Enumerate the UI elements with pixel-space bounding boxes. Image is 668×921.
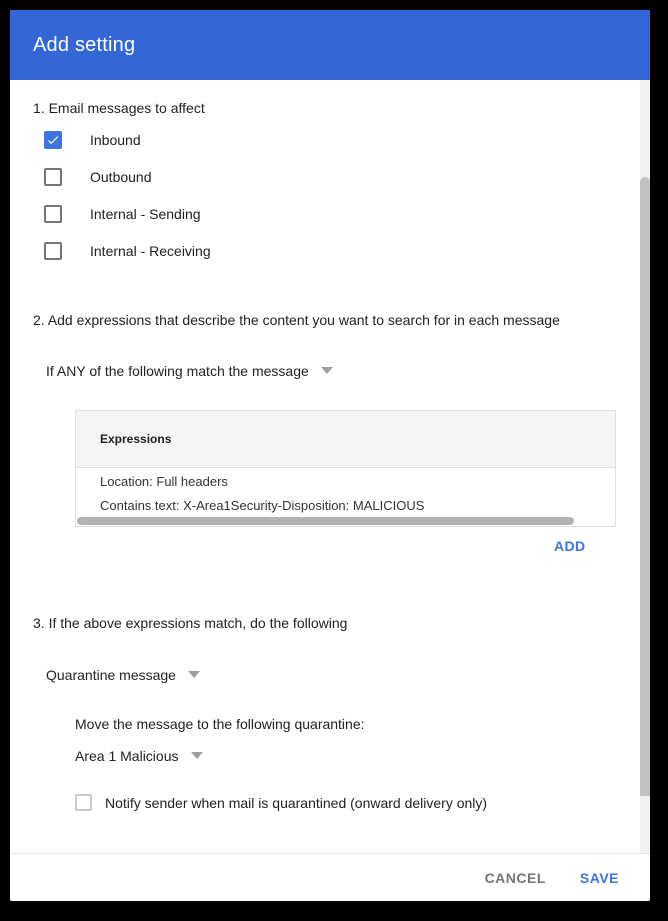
vertical-scrollbar-thumb[interactable] [640,177,650,796]
outbound-checkbox[interactable] [44,168,62,186]
dialog-footer [10,853,650,901]
add-setting-dialog [10,10,650,901]
action-dropdown[interactable] [46,667,200,683]
outbound-checkbox-label[interactable]: Outbound [90,169,152,185]
checkbox-row-notify-sender [75,794,487,811]
notify-sender-checkbox[interactable] [75,794,92,811]
expression-row[interactable]: Contains text: X-Area1Security-Disposition: MALICIOUS [100,498,425,513]
expressions-table-header [76,411,615,468]
dialog-header [10,10,650,80]
checkbox-row-internal-sending [44,205,201,223]
checkbox-row-inbound [44,131,141,149]
cancel-button[interactable]: CANCEL [484,869,546,886]
expressions-column-header: Expressions [100,432,172,446]
internal-receiving-checkbox-label[interactable]: Internal - Receiving [90,243,211,259]
checkbox-row-internal-receiving [44,242,211,260]
section3-title: 3. If the above expressions match, do the following [33,615,348,631]
expressions-table [75,410,616,527]
quarantine-dropdown-value: Area 1 Malicious [75,748,179,764]
match-type-dropdown[interactable] [46,363,333,379]
section2-title: 2. Add expressions that describe the content you want to search for in each message [33,312,560,328]
dropdown-arrow-icon [191,752,203,759]
horizontal-scrollbar-thumb[interactable] [77,517,574,525]
dropdown-arrow-icon [321,367,333,374]
inbound-checkbox-label[interactable]: Inbound [90,132,141,148]
match-type-dropdown-value: If ANY of the following match the message [46,363,309,379]
checkmark-icon [46,132,60,148]
notify-sender-checkbox-label[interactable]: Notify sender when mail is quarantined (onward delivery only) [105,794,488,811]
internal-receiving-checkbox[interactable] [44,242,62,260]
internal-sending-checkbox[interactable] [44,205,62,223]
expression-row[interactable]: Location: Full headers [100,474,228,489]
dialog-title: Add setting [33,33,136,56]
checkbox-row-outbound [44,168,152,186]
action-dropdown-value: Quarantine message [46,667,176,683]
section1-title: 1. Email messages to affect [33,100,205,116]
save-button[interactable]: SAVE [579,869,619,886]
inbound-checkbox[interactable] [44,131,62,149]
add-expression-button[interactable]: ADD [554,538,586,554]
dropdown-arrow-icon [188,671,200,678]
quarantine-target-label: Move the message to the following quarantine: [75,716,365,732]
internal-sending-checkbox-label[interactable]: Internal - Sending [90,206,201,222]
quarantine-dropdown[interactable] [75,748,203,764]
